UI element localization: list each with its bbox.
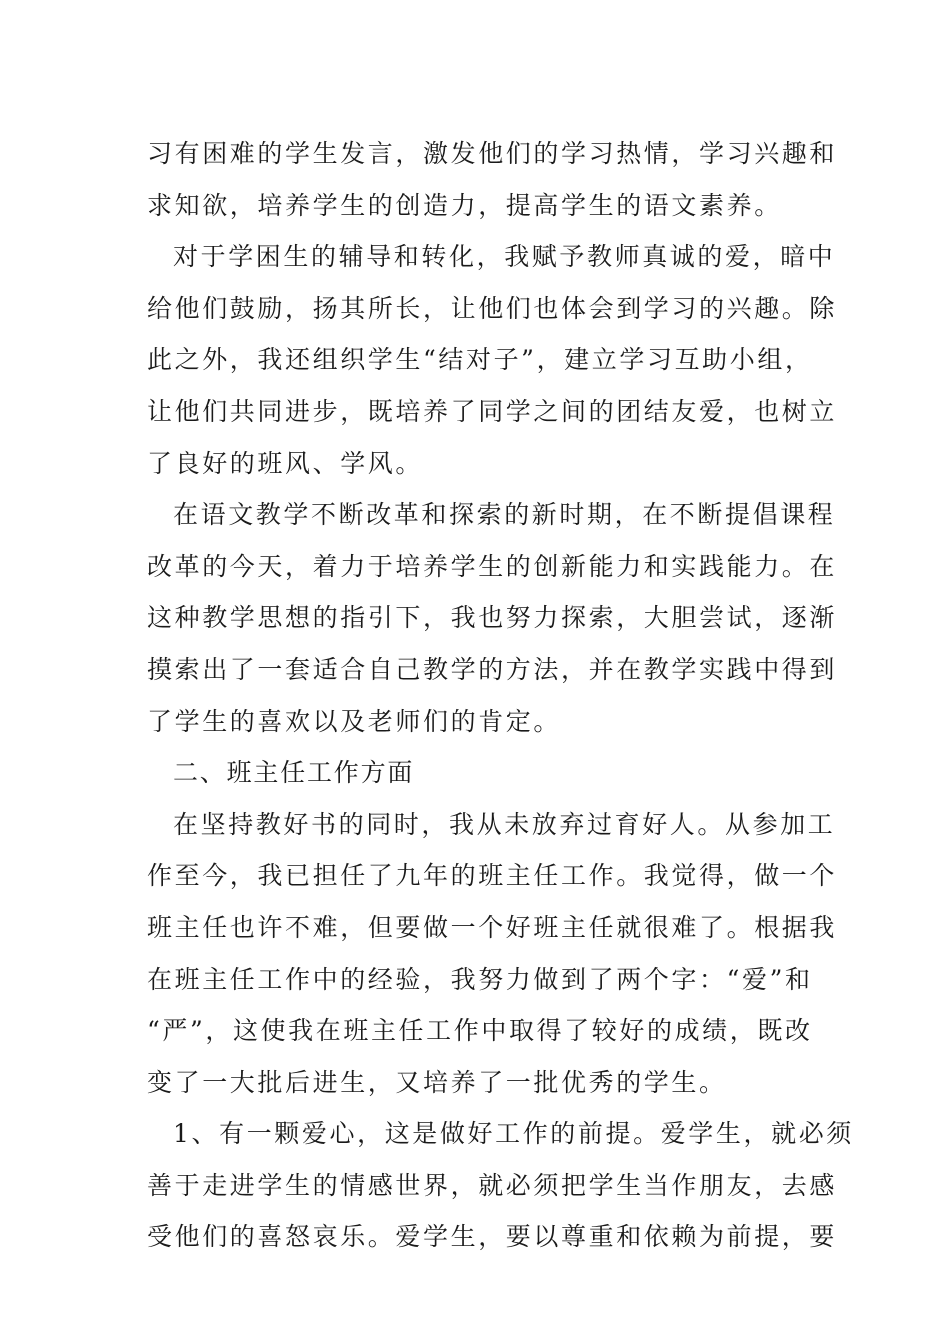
section-heading: 二、班主任工作方面 [173, 758, 415, 788]
text-line: 作至今，我已担任了九年的班主任工作。我觉得，做一个 [147, 861, 838, 891]
text-line: 班主任也许不难，但要做一个好班主任就很难了。根据我 [147, 912, 838, 942]
text-line: 习有困难的学生发言，激发他们的学习热情，学习兴趣和 [147, 139, 838, 168]
paragraph-start-line: 1、有一颗爱心，这是做好工作的前提。爱学生，就必须 [173, 1119, 854, 1149]
paragraph-start-line: 在坚持教好书的同时，我从未放弃过育好人。从参加工 [173, 809, 836, 839]
text-line: 此之外，我还组织学生“结对子”，建立学习互助小组， [147, 345, 813, 375]
text-line: 了良好的班风、学风。 [147, 448, 424, 478]
text-line: 受他们的喜怒哀乐。爱学生，要以尊重和依赖为前提，要 [147, 1222, 838, 1252]
text-line: 摸索出了一套适合自己教学的方法，并在教学实践中得到 [147, 654, 838, 684]
text-line: 这种教学思想的指引下，我也努力探索，大胆尝试，逐渐 [147, 603, 838, 633]
text-line: 善于走进学生的情感世界，就必须把学生当作朋友，去感 [147, 1170, 838, 1200]
text-line: 变了一大批后进生，又培养了一批优秀的学生。 [147, 1067, 727, 1097]
text-line: 给他们鼓励，扬其所长，让他们也体会到学习的兴趣。除 [147, 293, 838, 323]
text-line: 求知欲，培养学生的创造力，提高学生的语文素养。 [147, 190, 782, 220]
text-line: 改革的今天，着力于培养学生的创新能力和实践能力。在 [147, 551, 838, 581]
paragraph-start-line: 对于学困生的辅导和转化，我赋予教师真诚的爱，暗中 [173, 242, 836, 272]
text-line: 了学生的喜欢以及老师们的肯定。 [147, 706, 562, 736]
paragraph-start-line: 在语文教学不断改革和探索的新时期，在不断提倡课程 [173, 500, 836, 530]
text-line: 让他们共同进步，既培养了同学之间的团结友爱，也树立 [147, 396, 838, 426]
text-line: 在班主任工作中的经验，我努力做到了两个字：“爱”和 [147, 964, 813, 994]
text-line: “严”，这使我在班主任工作中取得了较好的成绩，既改 [147, 1016, 813, 1046]
document-body [147, 128, 854, 1263]
